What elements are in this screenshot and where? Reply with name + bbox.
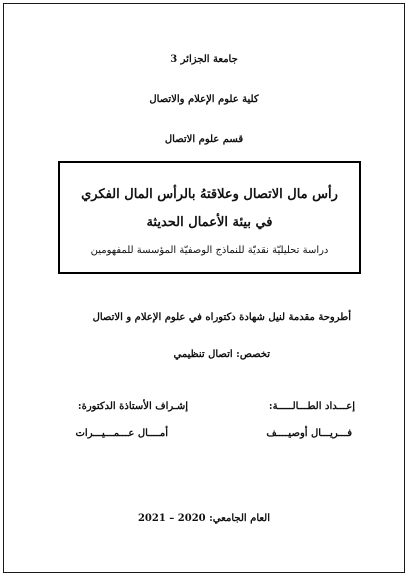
academic-year: العام الجامعي: 2020 – 2021 xyxy=(137,513,271,524)
specialization: تخصص: اتصال تنظيمي xyxy=(173,349,270,360)
thesis-title-line-2: في بيئة الأعمال الحديثة xyxy=(146,215,273,230)
student-name: فـــريـــال أوصيــــف xyxy=(266,428,352,439)
faculty-name: كلية علوم الإعلام والاتصال xyxy=(149,94,259,105)
student-label: إعـــداد الطـــالـــــة: xyxy=(268,401,355,412)
document-page xyxy=(3,3,405,573)
thesis-subtitle: دراسة تحليليّة نقديّة للنماذج الوصفيّة المؤسسة للمفهومين xyxy=(90,245,329,256)
department-name: قسم علوم الاتصال xyxy=(164,134,244,145)
thesis-title-box xyxy=(58,161,361,274)
thesis-statement: أطروحة مقدمة لنيل شهادة دكتوراه في علوم الإعلام و الاتصال xyxy=(92,312,351,323)
supervisor-label: إشـراف الأستاذة الدكتورة: xyxy=(77,401,188,412)
thesis-title-line-1: رأس مال الاتصال وعلاقتهُ بالرأس المال الفكري xyxy=(81,187,338,202)
supervisor-name: أمــــال عـــمـــيـــرات xyxy=(75,428,168,439)
university-name: جامعة الجزائر 3 xyxy=(170,54,238,65)
